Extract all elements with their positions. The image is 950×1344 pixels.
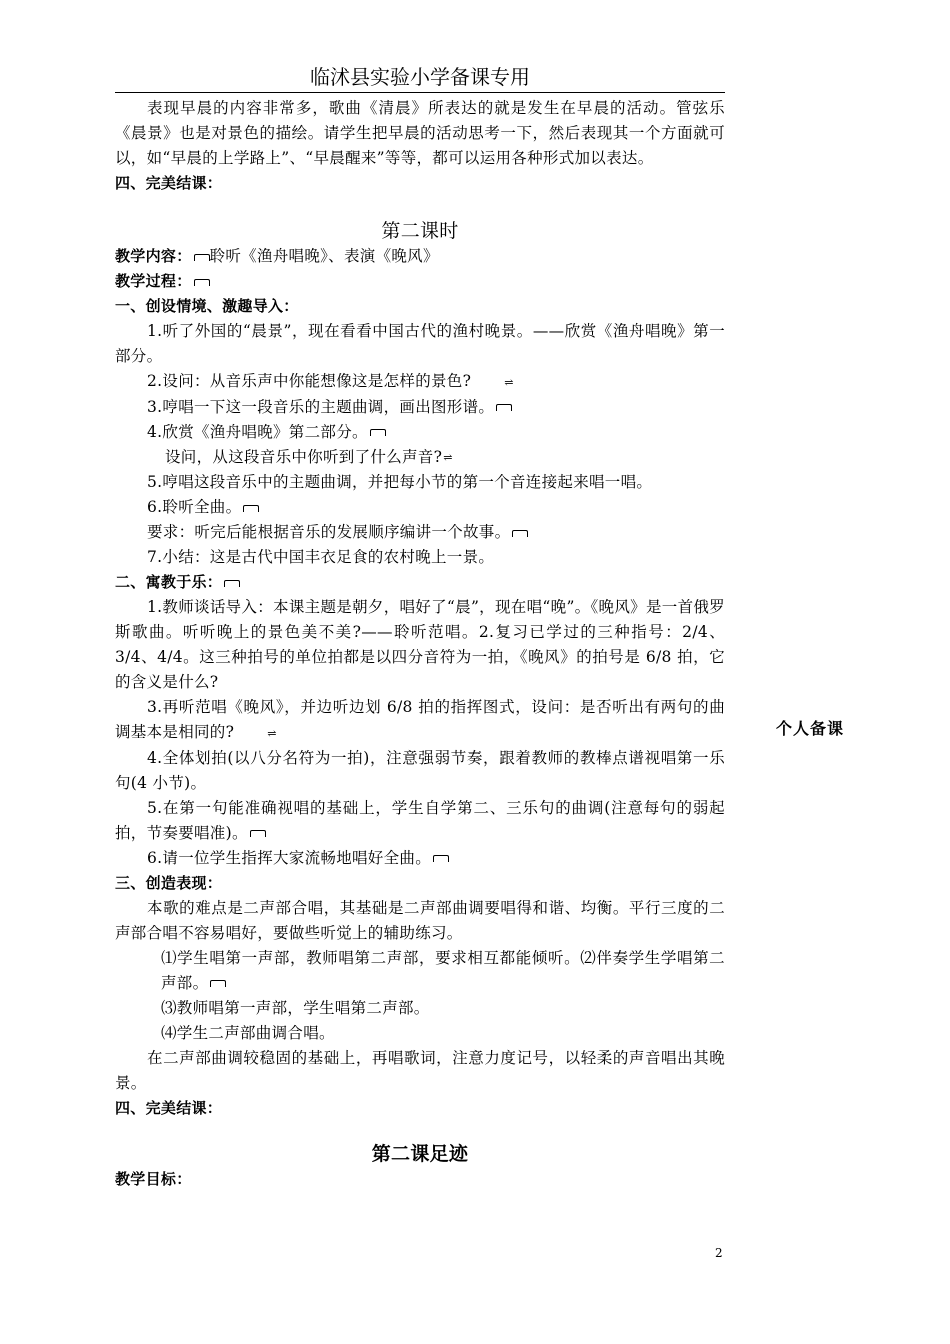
page-header-title: 临沭县实验小学备课专用 [310, 65, 530, 89]
teaching-content-line [115, 244, 725, 269]
step-6b-text: 要求：听完后能根据音乐的发展顺序编讲一个故事。 [147, 523, 511, 541]
page-number: 2 [715, 1246, 723, 1260]
heading-closing-1: 四、完美结课： [115, 174, 223, 192]
personal-prep-note: 个人备课 [776, 719, 845, 738]
edit-mark-icon [194, 254, 210, 261]
step-m6 [115, 846, 725, 871]
edit-mark-icon [512, 530, 528, 537]
step-m1: 1.教师谈话导入：本课主题是朝夕，唱好了“晨”，现在唱“晚”。《晚风》是一首俄罗斯歌曲。听听晚上的景色美不美?——聆听范唱。2.复习已学过的三种指号：2/4、3/4、4/4。这三种拍号的单位拍都是以四分音符为一拍，《晚风》的拍号是 6/8 拍，它的含义是什么? [115, 598, 725, 691]
edit-mark-icon [496, 404, 512, 411]
create-item-3: ⑶教师唱第一声部，学生唱第二声部。 [161, 998, 430, 1017]
step-4b [115, 445, 725, 471]
step-m6-text: 6.请一位学生指挥大家流畅地唱好全曲。 [147, 848, 431, 867]
edit-mark-icon [250, 830, 266, 837]
step-4b-text: 设问，从这段音乐中你听到了什么声音? [165, 447, 443, 466]
step-7: 7.小结：这是古代中国丰衣足食的农村晚上一景。 [147, 548, 495, 566]
heading-closing-2: 四、完美结课： [115, 1098, 223, 1117]
paragraph-morning: 表现早晨的内容非常多，歌曲《清晨》所表达的就是发生在早晨的活动。管弦乐《晨景》也是对景色的描绘。请学生把早晨的活动思考一下，然后表现其一个方面就可以，如“早晨的上学路上”、“早晨醒来”等等，都可以运用各种形式加以表达。 [115, 99, 725, 167]
step-2-text: 2.设问：从音乐声中你能想像这是怎样的景色? [147, 372, 472, 390]
create-item-1-2 [115, 946, 725, 996]
heading-part1: 一、创设情境、激趣导入： [115, 297, 299, 315]
heading-part3: 三、创造表现： [115, 873, 223, 892]
teaching-process-line [115, 269, 725, 294]
step-3 [115, 395, 725, 420]
edit-mark-icon [224, 580, 240, 587]
equals-mark-icon: ⇌ [443, 451, 453, 464]
create-paragraph-5: 在二声部曲调较稳固的基础上，再唱歌词，注意力度记号，以轻柔的声音唱出其晚景。 [115, 1048, 725, 1092]
section-title-lesson3: 第二课足迹 [371, 1142, 469, 1165]
step-6 [115, 495, 725, 520]
step-m3 [115, 695, 725, 746]
step-5: 5.哼唱这段音乐中的主题曲调，并把每小节的第一个音连接起来唱一唱。 [147, 473, 653, 491]
edit-mark-icon [243, 505, 259, 512]
header-divider [115, 92, 725, 93]
step-m3-text: 3.再听范唱《晚风》，并边听边划 6/8 拍的指挥图式，设问：是否听出有两句的曲调基本是相同的? [115, 698, 725, 741]
create-item-4: ⑷学生二声部曲调合唱。 [161, 1023, 335, 1042]
create-paragraph-1: 本歌的难点是二声部合唱，其基础是二声部曲调要唱得和谐、均衡。平行三度的二声部合唱不容易唱好，要做些听觉上的辅助练习。 [115, 898, 725, 942]
step-m5 [115, 796, 725, 846]
edit-mark-icon [433, 855, 449, 862]
step-1: 1.听了外国的“晨景”，现在看看中国古代的渔村晚景。——欣赏《渔舟唱晚》第一部分。 [115, 322, 725, 365]
create-item-1-2-text: ⑴学生唱第一声部，教师唱第二声部，要求相互都能倾听。⑵伴奏学生学唱第二声部。 [161, 948, 725, 992]
edit-mark-icon [210, 980, 226, 987]
step-4-text: 4.欣赏《渔舟唱晚》第二部分。 [147, 422, 368, 441]
edit-mark-icon [194, 279, 210, 286]
teaching-content-text: 聆听《渔舟唱晚》、表演《晚风》 [209, 247, 439, 265]
equals-mark-icon: ⇌ [267, 726, 277, 740]
section-title-lesson2: 第二课时 [381, 220, 459, 242]
step-m5-text: 5.在第一句能准确视唱的基础上，学生自学第二、三乐句的曲调(注意每句的弱起拍，节奏要唱准)。 [115, 798, 725, 842]
heading-part2-line [115, 570, 725, 595]
step-6-text: 6.聆听全曲。 [147, 498, 242, 516]
teaching-process-label: 教学过程： [115, 272, 192, 290]
equals-mark-icon: ⇌ [504, 375, 514, 389]
heading-part2: 二、寓教于乐： [115, 573, 223, 591]
step-m4: 4.全体划拍(以八分名符为一拍)，注意强弱节奏，跟着教师的教棒点谱视唱第一乐句(4 小节)。 [115, 748, 725, 792]
step-2 [115, 369, 725, 395]
step-3-text: 3.哼唱一下这一段音乐的主题曲调，画出图形谱。 [147, 397, 495, 416]
teaching-goal-label: 教学目标： [115, 1169, 192, 1188]
step-4 [115, 420, 725, 445]
step-6b [115, 520, 725, 545]
teaching-content-label: 教学内容： [115, 247, 192, 265]
edit-mark-icon [370, 429, 386, 436]
document-body [115, 96, 725, 1192]
